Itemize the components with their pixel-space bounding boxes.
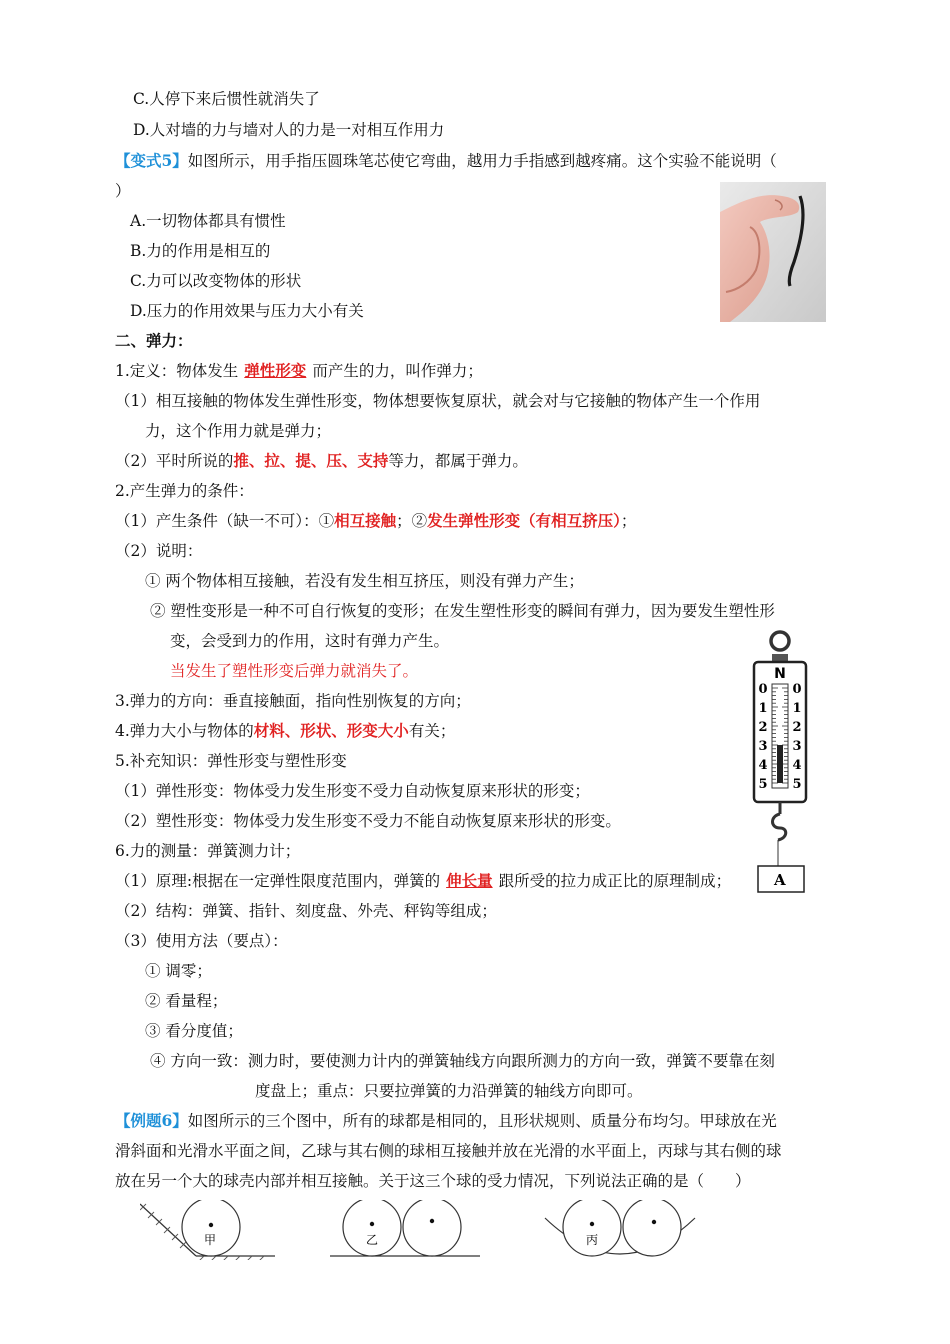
supplement1: （1）弹性形变：物体受力发生形变不受力自动恢复原来形状的形变； xyxy=(115,782,590,800)
scale-right-tick-label: 5 xyxy=(792,777,802,792)
option-c: C.人停下来后惯性就消失了 xyxy=(133,90,320,108)
p2-key: 推、拉、提、压、支持 xyxy=(233,451,389,470)
def-pre: 1.定义：物体发生 xyxy=(115,362,239,380)
scale-right-tick-label: 1 xyxy=(792,701,802,716)
option-d: D.人对墙的力与墙对人的力是一对相互作用力 xyxy=(133,121,445,139)
step2: ② 看量程； xyxy=(145,992,228,1010)
ball-bing-label: 丙 xyxy=(586,1233,599,1247)
m1-post: 跟所受的拉力成正比的原理制成； xyxy=(498,872,732,890)
note2-line2: 变，会受到力的作用，这时有弹力产生。 xyxy=(170,632,450,650)
m1-pre: （1）原理:根据在一定弹性限度范围内，弹簧的 xyxy=(115,872,441,890)
step1: ① 调零； xyxy=(145,962,212,980)
variant5-tag: 【变式5】 xyxy=(115,151,188,170)
size-pre: 4.弹力大小与物体的 xyxy=(115,722,254,740)
variant5-question-cont: ） xyxy=(115,182,131,200)
def-key: 弹性形变 xyxy=(244,361,307,380)
scale-right-tick-label: 0 xyxy=(792,682,802,697)
size-key: 材料、形状、形变大小 xyxy=(253,721,409,740)
scale-indicator xyxy=(777,745,783,783)
example6-line1 xyxy=(115,1110,777,1132)
example6-line3: 放在另一个大的球壳内部并相互接触。关于这三个球的受力情况，下列说法正确的是（ ） xyxy=(115,1172,751,1190)
section2-title: 二、弹力： xyxy=(115,331,193,350)
step4-line1: ④ 方向一致：测力时，要使测力计内的弹簧轴线方向跟所测力的方向一致，弹簧不要靠在刻 xyxy=(150,1052,775,1070)
step3: ③ 看分度值； xyxy=(145,1022,243,1040)
point2-line xyxy=(115,450,528,472)
measure2-line: （2）结构：弹簧、指针、刻度盘、外壳、秤钩等组成； xyxy=(115,902,497,920)
scale-left-tick-label: 4 xyxy=(758,758,768,773)
ball-bing xyxy=(563,1200,621,1256)
scale-left-tick-label: 0 xyxy=(758,682,768,697)
scale-ring-icon xyxy=(771,632,789,650)
note3: 当发生了塑性形变后弹力就消失了。 xyxy=(170,662,419,680)
p2-post: 等力，都属于弹力。 xyxy=(388,452,528,470)
example6-tag: 【例题6】 xyxy=(115,1111,188,1130)
note2-line1: ② 塑性变形是一种不可自行恢复的变形；在发生塑性形变的瞬间有弹力，因为要发生塑性形 xyxy=(150,602,775,620)
ball-yi-diagram xyxy=(330,1200,480,1256)
ball-yi-right xyxy=(403,1200,461,1256)
variant5-option-d: D.压力的作用效果与压力大小有关 xyxy=(130,302,364,320)
scale-left-tick-label: 5 xyxy=(758,777,768,792)
example6-text1: 如图所示的三个图中，所有的球都是相同的，且形状规则、质量分布均匀。甲球放在光 xyxy=(187,1112,777,1130)
scale-left-tick-label: 3 xyxy=(758,739,768,754)
example6-line2: 滑斜面和光滑水平面之间，乙球与其右侧的球相互接触并放在光滑的水平面上，丙球与其右侧的球 xyxy=(115,1142,782,1160)
measure-title: 6.力的测量：弹簧测力计； xyxy=(115,842,301,860)
scale-right-tick-label: 2 xyxy=(792,720,802,735)
measure3-line: （3）使用方法（要点）： xyxy=(115,932,288,950)
ball-yi-label: 乙 xyxy=(366,1233,379,1247)
ball-bing-right xyxy=(623,1200,681,1256)
point1-line1: （1）相互接触的物体发生弹性形变，物体想要恢复原状，就会对与它接触的物体产生一个作用 xyxy=(115,392,761,410)
variant5-option-a: A.一切物体都具有惯性 xyxy=(130,212,286,230)
cond1-mid: ；② xyxy=(396,512,428,530)
scale-hook-icon xyxy=(773,814,786,840)
variant5-option-c: C.力可以改变物体的形状 xyxy=(130,272,302,290)
definition-line xyxy=(115,360,483,382)
note1: ① 两个物体相互接触，若没有发生相互挤压，则没有弹力产生； xyxy=(145,572,584,590)
size-line xyxy=(115,720,455,742)
cond1-key2: 发生弹性形变（有相互挤压） xyxy=(427,511,621,530)
finger-pen-photo xyxy=(720,182,826,322)
balls-figure xyxy=(140,1200,700,1260)
ball-jia xyxy=(182,1200,240,1256)
def-post: 而产生的力，叫作弹力； xyxy=(312,362,483,380)
condition2-line: （2）说明： xyxy=(115,542,203,560)
supplement-title: 5.补充知识：弹性形变与塑性形变 xyxy=(115,752,347,770)
point1-line2: 力，这个作用力就是弹力； xyxy=(145,422,332,440)
variant5-question xyxy=(115,150,777,172)
ball-bing-diagram xyxy=(545,1200,695,1256)
m1-key: 伸长量 xyxy=(446,871,493,890)
cond1-key1: 相互接触 xyxy=(334,511,397,530)
ball-jia-label: 甲 xyxy=(204,1233,217,1247)
size-post: 有关； xyxy=(408,722,456,740)
condition-title: 2.产生弹力的条件： xyxy=(115,482,254,500)
step4-line2: 度盘上；重点：只要拉弹簧的力沿弹簧的轴线方向即可。 xyxy=(255,1082,643,1100)
p2-pre: （2）平时所说的 xyxy=(115,452,234,470)
measure1-line xyxy=(115,870,731,892)
scale-right-tick-label: 3 xyxy=(792,739,802,754)
condition1-line xyxy=(115,510,636,532)
direction-line: 3.弹力的方向：垂直接触面，指向性别恢复的方向； xyxy=(115,692,471,710)
scale-left-tick-label: 1 xyxy=(758,701,768,716)
scale-unit: N xyxy=(774,666,786,682)
weight-block-label: A xyxy=(774,871,786,889)
variant5-text: 如图所示，用手指压圆珠笔芯使它弯曲，越用力手指感到越疼痛。这个实验不能说明（ xyxy=(187,152,777,170)
ball-yi xyxy=(343,1200,401,1256)
cond1-post: ； xyxy=(620,512,637,530)
scale-left-tick-label: 2 xyxy=(758,720,768,735)
scale-right-tick-label: 4 xyxy=(792,758,802,773)
cond1-pre: （1）产生条件（缺一不可）：① xyxy=(115,512,335,530)
supplement2: （2）塑性形变：物体受力发生形变不受力不能自动恢复原来形状的形变。 xyxy=(115,812,621,830)
variant5-option-b: B.力的作用是相互的 xyxy=(130,242,271,260)
ball-jia-diagram xyxy=(140,1200,275,1260)
spring-scale-figure xyxy=(750,628,810,896)
